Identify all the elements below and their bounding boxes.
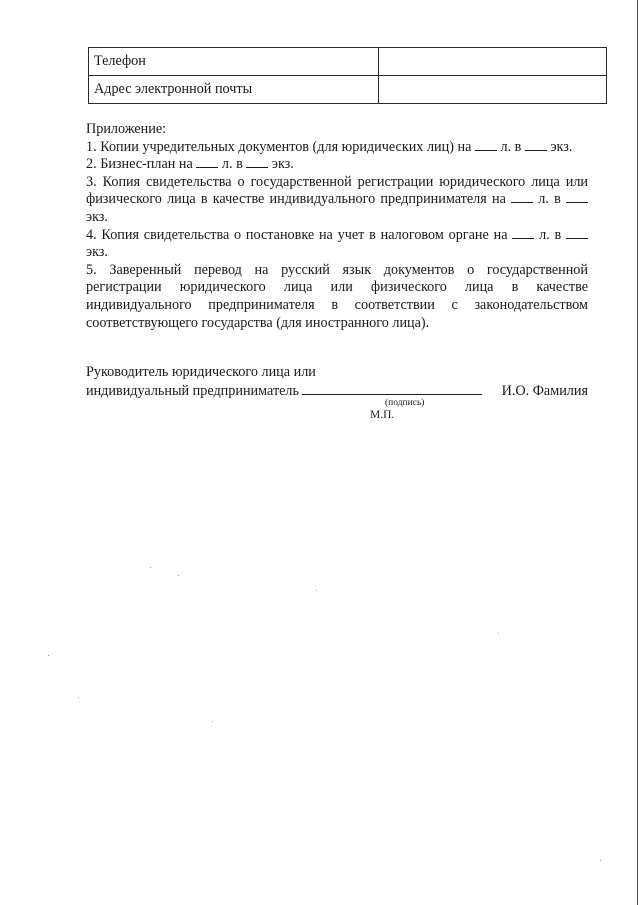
blank-line — [512, 227, 534, 239]
signature-line — [302, 382, 482, 395]
blank-line — [475, 139, 497, 151]
signatory-title-line2: индивидуальный предприниматель — [86, 382, 299, 399]
appendix-item-3-text: 3. Копия свидетельства о государственной регистрации юридического лица или физического лица в качестве индивидуального предпринимателя на — [86, 173, 588, 208]
scan-speck — [316, 590, 317, 591]
signatory-line — [86, 382, 588, 401]
email-label: Адрес электронной почты — [89, 76, 379, 104]
appendix-item-1-text: 1. Копии учредительных документов (для юридических лиц) на — [86, 138, 472, 155]
appendix-item-4-pages: л. в — [539, 226, 562, 243]
appendix-item-5: 5. Заверенный перевод на русский язык документов о государственной регистрации юридического лица или физического лица в качестве индивидуального предпринимателя в соответствии с законодательством соответствующего государства (для иностранного лица). — [86, 261, 588, 331]
blank-line — [511, 191, 533, 203]
contacts-table — [88, 47, 607, 104]
scan-speck — [212, 721, 213, 722]
appendix-item-1 — [86, 139, 588, 157]
signatory-title-line1: Руководитель юридического лица или — [86, 364, 316, 380]
table-row — [89, 76, 607, 104]
appendix-item-3-pages: л. в — [538, 191, 561, 208]
appendix-item-3-copies: экз. — [86, 208, 108, 225]
blank-line — [566, 227, 588, 239]
appendix-item-2 — [86, 156, 588, 174]
appendix-item-1-pages: л. в — [500, 138, 522, 155]
appendix-heading: Приложение: — [86, 121, 167, 137]
appendix-item-1-copies: экз. — [550, 138, 573, 155]
signatory-name: И.О. Фамилия — [501, 382, 588, 399]
scan-speck — [498, 633, 499, 634]
appendix-item-4-text: 4. Копия свидетельства о постановке на учет в налоговом органе на — [86, 226, 508, 243]
appendix-item-4 — [86, 227, 588, 262]
appendix-item-2-pages: л. в — [221, 156, 243, 173]
blank-line — [196, 156, 218, 168]
scan-speck — [48, 655, 49, 656]
phone-label: Телефон — [89, 48, 379, 76]
email-value — [379, 76, 607, 104]
appendix-item-3 — [86, 174, 588, 227]
page-edge-line — [637, 0, 638, 905]
scan-speck — [600, 860, 601, 861]
appendix-item-2-text: 2. Бизнес-план на — [86, 156, 193, 173]
signature-caption: (подпись) — [385, 398, 425, 408]
blank-line — [525, 139, 547, 151]
scan-speck — [178, 575, 179, 576]
appendix-item-4-copies: экз. — [86, 244, 108, 261]
phone-value — [379, 48, 607, 76]
blank-line — [566, 191, 588, 203]
scan-speck — [150, 567, 151, 568]
appendix-section — [86, 121, 588, 332]
appendix-item-2-copies: экз. — [271, 156, 294, 173]
stamp-placeholder: М.П. — [370, 409, 395, 421]
blank-line — [246, 156, 268, 168]
signature-block — [86, 364, 588, 400]
scan-speck — [78, 697, 79, 698]
table-row — [89, 48, 607, 76]
